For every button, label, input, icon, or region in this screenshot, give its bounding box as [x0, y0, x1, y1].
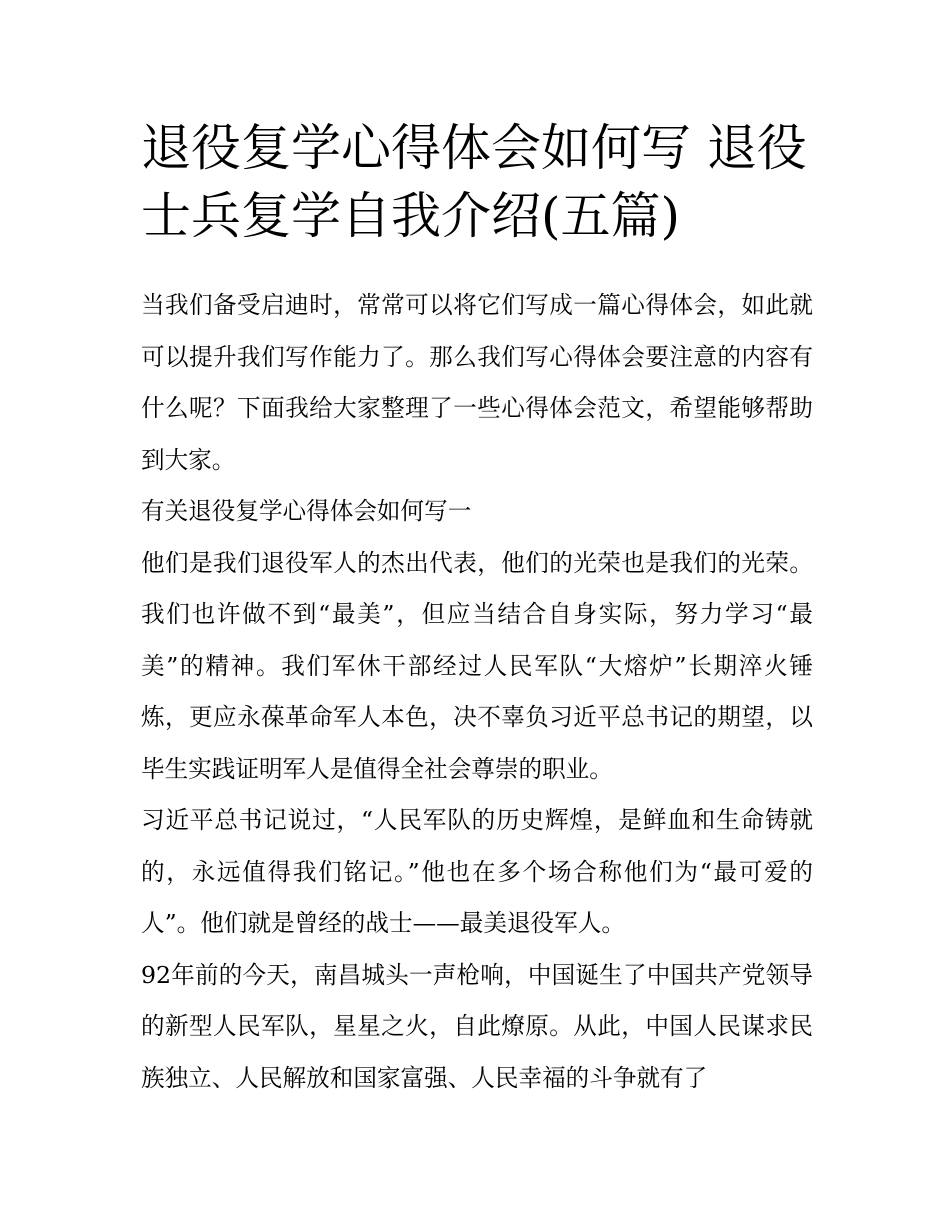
body-paragraph: 他们是我们退役军人的杰出代表，他们的光荣也是我们的光荣。我们也许做不到“最美”，但应当结合自身实际，努力学习“最美”的精神。我们军休干部经过人民军队“大熔炉”长期淬火锤炼，更应永葆革命军人本色，决不辜负习近平总书记的期望，以毕生实践证明军人是值得全社会尊崇的职业。 [141, 548, 813, 783]
document-body [141, 280, 813, 1104]
section-heading: 有关退役复学心得体会如何写一 [141, 497, 472, 525]
body-paragraph: 92年前的今天，南昌城头一声枪响，中国诞生了中国共产党领导的新型人民军队，星星之火，自此燎原。从此，中国人民谋求民族独立、人民解放和国家富强、人民幸福的斗争就有了 [141, 960, 813, 1092]
intro-paragraph: 当我们备受启迪时，常常可以将它们写成一篇心得体会，如此就可以提升我们写作能力了。那么我们写心得体会要注意的内容有什么呢？下面我给大家整理了一些心得体会范文，希望能够帮助到大家。 [141, 291, 813, 474]
body-paragraph: 习近平总书记说过，“人民军队的历史辉煌，是鲜血和生命铸就的，永远值得我们铭记。”他也在多个场合称他们为“最可爱的人”。他们就是曾经的战士——最美退役军人。 [141, 806, 813, 937]
document-title: 退役复学心得体会如何写 退役士兵复学自我介绍(五篇) [141, 119, 807, 245]
